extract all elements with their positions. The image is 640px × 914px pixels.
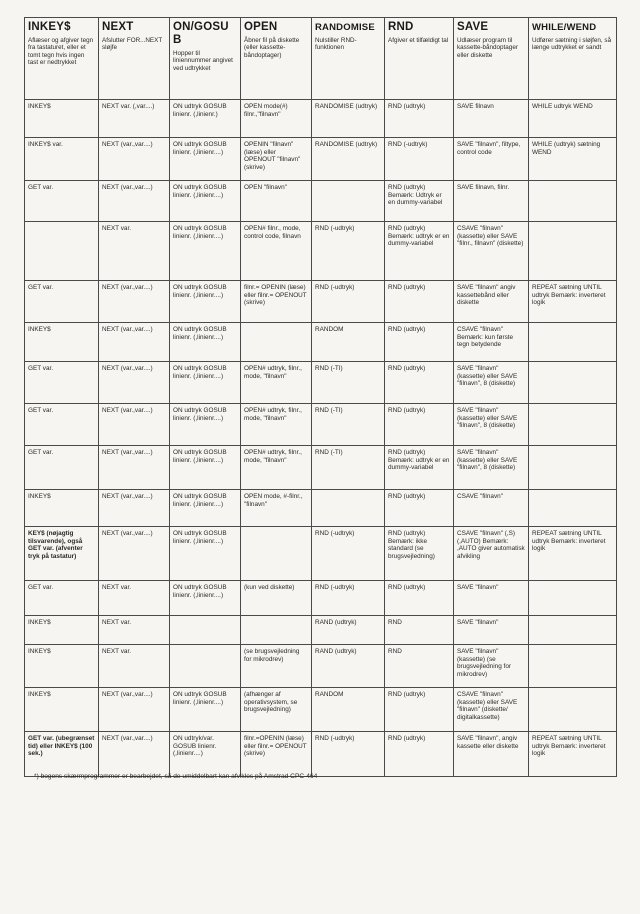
cell-text: NEXT (var.,var....)	[102, 326, 153, 333]
cell-text: SAVE filnavn, filnr.	[457, 184, 510, 191]
table-cell	[385, 362, 454, 404]
cell-text: RANDOMISE (udtryk)	[315, 141, 378, 148]
header-desc: Hopper til liniennummer angivet ved udtrykket	[173, 50, 233, 72]
cell-text: OPEN# udtryk, filnr., mode, "filnavn"	[244, 365, 302, 380]
table-row	[25, 732, 617, 777]
cell-text: NEXT var.	[102, 584, 132, 591]
table-cell	[25, 138, 99, 181]
table-cell	[170, 688, 241, 732]
table-cell	[312, 688, 385, 732]
cell-text: RANDOMISE (udtryk)	[315, 103, 378, 110]
table-cell	[312, 732, 385, 777]
cell-text: GET var.	[28, 584, 54, 591]
table-cell	[529, 732, 617, 777]
header-cell	[454, 18, 529, 100]
cell-text: ON udtryk GOSUB linienr. (,linienr....)	[173, 691, 227, 706]
table-cell	[454, 645, 529, 688]
table-row	[25, 490, 617, 527]
table-cell	[170, 222, 241, 281]
table-cell	[25, 732, 99, 777]
table-body	[25, 100, 617, 777]
table-cell	[529, 446, 617, 490]
table-cell	[241, 138, 312, 181]
cell-text: INKEY$	[28, 103, 51, 110]
cell-text: RND (udtryk)	[388, 103, 426, 110]
cell-text: ON udtryk GOSUB linienr. (,linienr.)	[173, 103, 227, 118]
cell-text: RND (-udtryk)	[315, 284, 355, 291]
table-cell	[454, 181, 529, 222]
table-cell	[170, 100, 241, 138]
table-row	[25, 527, 617, 581]
header-cell	[529, 18, 617, 100]
cell-text: RND (-udtryk)	[388, 141, 428, 148]
cell-text: ON udtryk GOSUB linienr. (,linienr....)	[173, 141, 227, 156]
table-cell	[25, 323, 99, 362]
header-name: RND	[388, 21, 414, 33]
cell-text: INKEY$	[28, 326, 51, 333]
table-cell	[312, 490, 385, 527]
table-cell	[454, 138, 529, 181]
cell-text: CSAVE "filnavn" Bemærk: kun første tegn betydende	[457, 326, 514, 349]
header-row	[25, 18, 617, 100]
table-cell	[529, 527, 617, 581]
table-cell	[385, 404, 454, 446]
table-cell	[241, 527, 312, 581]
cell-text: RND	[388, 648, 402, 655]
cell-text: NEXT (var.,var....)	[102, 493, 153, 500]
cell-text: INKEY$	[28, 619, 51, 626]
table-cell	[170, 732, 241, 777]
table-cell	[312, 100, 385, 138]
header-desc: Nulstiller RND-funktionen	[315, 37, 357, 52]
cell-text: ON udtryk GOSUB linienr. (,linienr....)	[173, 407, 227, 422]
cell-text: NEXT (var.,var....)	[102, 735, 153, 742]
table-cell	[25, 581, 99, 616]
cell-text: NEXT (var.,var....)	[102, 284, 153, 291]
table-cell	[312, 645, 385, 688]
table-cell	[529, 323, 617, 362]
table-cell	[241, 404, 312, 446]
cell-text: RND (udtryk)	[388, 407, 426, 414]
cell-text: RND (udtryk)	[388, 365, 426, 372]
table-cell	[170, 138, 241, 181]
table-cell	[25, 362, 99, 404]
cell-text: ON udtryk/var. GOSUB linienr. (,linienr....)	[173, 735, 217, 758]
cell-text: NEXT (var.,var....)	[102, 691, 153, 698]
table-cell	[99, 281, 170, 323]
header-name: NEXT	[102, 21, 134, 33]
table-cell	[25, 222, 99, 281]
table-cell	[170, 181, 241, 222]
table-cell	[170, 645, 241, 688]
table-cell	[241, 616, 312, 645]
table-cell	[385, 181, 454, 222]
cell-text: SAVE filnavn	[457, 103, 494, 110]
cell-text: NEXT (var.,var....)	[102, 449, 153, 456]
table-cell	[385, 446, 454, 490]
cell-text: RND (-udtryk)	[315, 530, 355, 537]
table-cell	[529, 281, 617, 323]
table-cell	[454, 688, 529, 732]
cell-text: NEXT var.	[102, 648, 132, 655]
table-cell	[529, 645, 617, 688]
table-cell	[241, 181, 312, 222]
cell-text: INKEY$	[28, 648, 51, 655]
table-cell	[454, 323, 529, 362]
cell-text: SAVE "filnavn" (kassette) eller SAVE "filnavn", 8 (diskette)	[457, 407, 518, 430]
table-cell	[25, 490, 99, 527]
cell-text: RAND (udtryk)	[315, 648, 357, 655]
table-cell	[312, 281, 385, 323]
cell-text: RND	[388, 619, 402, 626]
table-cell	[241, 100, 312, 138]
cell-text: (se brugsvejledning for mikrodrev)	[244, 648, 300, 663]
cell-text: OPEN# udtryk, filnr., mode, "filnavn"	[244, 407, 302, 422]
table-cell	[312, 616, 385, 645]
table-cell	[385, 688, 454, 732]
table-cell	[385, 645, 454, 688]
table-cell	[454, 222, 529, 281]
cell-text: NEXT (var.,var....)	[102, 141, 153, 148]
table-cell	[99, 100, 170, 138]
header-cell	[99, 18, 170, 100]
cell-text: KEY$ (nøjagtig tilsvarende), også GET var. (afventer tryk på tastatur)	[28, 530, 83, 560]
table-cell	[385, 527, 454, 581]
table-cell	[25, 281, 99, 323]
cell-text: ON udtryk GOSUB linienr. (,linienr....)	[173, 284, 227, 299]
cell-text: NEXT (var.,var....)	[102, 407, 153, 414]
cell-text: OPEN# filnr., mode, control code, filnavn	[244, 225, 301, 240]
cell-text: OPEN mode(#) filnr.,"filnavn"	[244, 103, 288, 118]
cell-text: filnr.=OPENIN (læse) eller filnr.= OPENOUT (skrive)	[244, 735, 307, 758]
table-cell	[241, 362, 312, 404]
header-name: RANDOMISE	[315, 22, 375, 33]
table-row	[25, 323, 617, 362]
cell-text: CSAVE "filnavn" (,S) (,AUTO) Bemærk: ,AUTO giver automatisk afvikling	[457, 530, 525, 560]
cell-text: OPEN# udtryk, filnr., mode, "filnavn"	[244, 449, 302, 464]
header-cell	[170, 18, 241, 100]
table-row	[25, 581, 617, 616]
cell-text: INKEY$	[28, 691, 51, 698]
table-cell	[529, 100, 617, 138]
table-cell	[99, 181, 170, 222]
cell-text: ON udtryk GOSUB linienr. (,linienr....)	[173, 184, 227, 199]
cell-text: ON udtryk GOSUB linienr. (,linienr....)	[173, 530, 227, 545]
cell-text: GET var. (ubegrænset tid) eller INKEY$ (100 sek.)	[28, 735, 95, 758]
table-cell	[454, 527, 529, 581]
table-cell	[312, 581, 385, 616]
table-row	[25, 362, 617, 404]
table-cell	[241, 688, 312, 732]
table-cell	[170, 404, 241, 446]
cell-text: RND (udtryk) Bemærk: udtryk er en dummy-variabel	[388, 449, 450, 472]
table-cell	[529, 222, 617, 281]
cell-text: RND (udtryk) Bemærk: ikke standard (se brugsvejledning)	[388, 530, 435, 560]
table-cell	[385, 490, 454, 527]
cell-text: NEXT (var.,var....)	[102, 530, 153, 537]
table-cell	[385, 138, 454, 181]
table-cell	[170, 281, 241, 323]
cell-text: WHILE (udtryk) sætning WEND	[532, 141, 601, 156]
cell-text: RND (-udtryk)	[315, 735, 355, 742]
cell-text: SAVE "filnavn", filtype, control code	[457, 141, 521, 156]
cell-text: NEXT var.	[102, 619, 132, 626]
table-row	[25, 688, 617, 732]
table-cell	[241, 645, 312, 688]
table-cell	[25, 100, 99, 138]
table-row	[25, 446, 617, 490]
header-desc: Åbner fil på diskette (eller kassette-båndoptager)	[244, 37, 300, 59]
cell-text: GET var.	[28, 365, 54, 372]
header-name: OPEN	[244, 21, 278, 33]
table-cell	[99, 581, 170, 616]
table-cell	[312, 138, 385, 181]
table-cell	[529, 581, 617, 616]
table-cell	[170, 616, 241, 645]
cell-text: ON udtryk GOSUB linienr. (,linienr....)	[173, 365, 227, 380]
cell-text: RND (udtryk)	[388, 284, 426, 291]
header-cell	[385, 18, 454, 100]
header-cell	[312, 18, 385, 100]
table-cell	[99, 490, 170, 527]
cell-text: REPEAT sætning UNTIL udtryk Bemærk: inverteret logik	[532, 284, 606, 307]
cell-text: GET var.	[28, 184, 54, 191]
cell-text: ON udtryk GOSUB linienr. (,linienr....)	[173, 584, 227, 599]
cell-text: ON udtryk GOSUB linienr. (,linienr....)	[173, 493, 227, 508]
table-row	[25, 138, 617, 181]
table-cell	[170, 490, 241, 527]
table-cell	[99, 616, 170, 645]
table-cell	[529, 362, 617, 404]
cell-text: SAVE "filnavn"	[457, 584, 499, 591]
table-cell	[454, 616, 529, 645]
header-desc: Afgiver et tilfældigt tal	[388, 37, 449, 44]
table-cell	[454, 446, 529, 490]
cell-text: CSAVE "filnavn"	[457, 493, 503, 500]
table-row	[25, 645, 617, 688]
table-row	[25, 616, 617, 645]
cell-text: SAVE "filnavn" (kassette) (se brugsvejledning for mikrodrev)	[457, 648, 511, 678]
table-cell	[454, 100, 529, 138]
header-name: WHILE/WEND	[532, 22, 597, 33]
cell-text: RND (-udtryk)	[315, 584, 355, 591]
cell-text: RND (udtryk) Bemærk: udtryk er en dummy-variabel	[388, 225, 450, 248]
cell-text: NEXT (var.,var....)	[102, 184, 153, 191]
table-cell	[312, 362, 385, 404]
cell-text: ON udtryk GOSUB linienr. (,linienr....)	[173, 225, 227, 240]
table-cell	[241, 281, 312, 323]
table-cell	[99, 404, 170, 446]
header-name: ON/GOSUB	[173, 21, 229, 46]
header-cell	[25, 18, 99, 100]
table-cell	[170, 323, 241, 362]
table-row	[25, 181, 617, 222]
table-cell	[312, 527, 385, 581]
header-desc: Udlæser program til kassette-båndoptager eller diskette	[457, 37, 518, 59]
table-cell	[454, 404, 529, 446]
table-cell	[385, 100, 454, 138]
table-cell	[312, 222, 385, 281]
cell-text: RND (udtryk)	[388, 493, 426, 500]
cell-text: RND (-TI)	[315, 407, 343, 414]
cell-text: SAVE "filnavn"	[457, 619, 499, 626]
cell-text: OPENIN "filnavn" (læse) eller OPENOUT "filnavn" (skrive)	[244, 141, 301, 171]
table-cell	[25, 446, 99, 490]
table-cell	[385, 281, 454, 323]
table-cell	[312, 323, 385, 362]
table-row	[25, 404, 617, 446]
cell-text: NEXT var. (,var....)	[102, 103, 155, 110]
table-cell	[241, 732, 312, 777]
cell-text: OPEN "filnavn"	[244, 184, 287, 191]
table-cell	[312, 181, 385, 222]
table-cell	[385, 222, 454, 281]
table-cell	[312, 446, 385, 490]
cell-text: REPEAT sætning UNTIL udtryk Bemærk: inverteret logik	[532, 530, 606, 553]
cell-text: ON udtryk GOSUB linienr. (,linienr....)	[173, 449, 227, 464]
table-cell	[99, 323, 170, 362]
table-cell	[385, 732, 454, 777]
table-cell	[99, 688, 170, 732]
table-cell	[99, 222, 170, 281]
table-cell	[99, 645, 170, 688]
cell-text: RANDOM	[315, 326, 344, 333]
header-name: INKEY$	[28, 21, 71, 33]
table-cell	[529, 616, 617, 645]
cell-text: NEXT (var.,var....)	[102, 365, 153, 372]
cell-text: GET var.	[28, 407, 54, 414]
table-cell	[99, 138, 170, 181]
cell-text: RAND (udtryk)	[315, 619, 357, 626]
cell-text: GET var.	[28, 449, 54, 456]
cell-text: ON udtryk GOSUB linienr. (,linienr....)	[173, 326, 227, 341]
table-cell	[170, 581, 241, 616]
cell-text: NEXT var.	[102, 225, 132, 232]
cell-text: RND (udtryk)	[388, 584, 426, 591]
table-cell	[170, 362, 241, 404]
table-cell	[99, 362, 170, 404]
cell-text: WHILE udtryk WEND	[532, 103, 593, 110]
table-cell	[25, 645, 99, 688]
table-cell	[454, 490, 529, 527]
table-cell	[312, 404, 385, 446]
cell-text: CSAVE "filnavn" (kassette) eller SAVE "filnr., filnavn" (diskette)	[457, 225, 524, 248]
cell-text: CSAVE "filnavn" (kassette) eller SAVE "filnavn" (diskette/ digitalkassette)	[457, 691, 518, 721]
cell-text: RND (-TI)	[315, 365, 343, 372]
cell-text: GET var.	[28, 284, 54, 291]
cell-text: RND (-udtryk)	[315, 225, 355, 232]
cell-text: SAVE "filnavn" (kassette) eller SAVE "filnavn", 8 (diskette)	[457, 449, 518, 472]
table-cell	[99, 527, 170, 581]
table-cell	[25, 616, 99, 645]
table-cell	[241, 581, 312, 616]
table-cell	[454, 732, 529, 777]
header-desc: Aflæser og afgiver tegn fra tastaturet, eller et tomt tegn hvis ingen tast er nedtrykket	[28, 37, 94, 67]
table-cell	[454, 281, 529, 323]
header-desc: Afslutter FOR...NEXT sløjfe	[102, 37, 163, 52]
cell-text: RND (udtryk)	[388, 326, 426, 333]
table-cell	[25, 688, 99, 732]
cell-text: SAVE "filnavn" angiv kassettebånd eller diskette	[457, 284, 516, 307]
header-name: SAVE	[457, 21, 489, 33]
table-cell	[25, 527, 99, 581]
table-cell	[385, 581, 454, 616]
table-cell	[454, 581, 529, 616]
basic-command-table	[24, 17, 617, 777]
cell-text: RANDOM	[315, 691, 344, 698]
cell-text: (afhænger af operativsystem, se brugsvejledning)	[244, 691, 298, 714]
table-cell	[241, 490, 312, 527]
header-cell	[241, 18, 312, 100]
table-row	[25, 281, 617, 323]
cell-text: INKEY$ var.	[28, 141, 63, 148]
cell-text: REPEAT sætning UNTIL udtryk Bemærk: inverteret logik	[532, 735, 606, 758]
table-cell	[241, 446, 312, 490]
table-cell	[529, 688, 617, 732]
cell-text: INKEY$	[28, 493, 51, 500]
cell-text: RND (udtryk) Bemærk: Udtryk er en dummy-variabel	[388, 184, 443, 207]
table-cell	[385, 616, 454, 645]
table-cell	[454, 362, 529, 404]
table-cell	[25, 404, 99, 446]
cell-text: (kun ved diskette)	[244, 584, 295, 591]
table-cell	[241, 323, 312, 362]
table-cell	[241, 222, 312, 281]
table-cell	[99, 732, 170, 777]
table-row	[25, 222, 617, 281]
table-cell	[99, 446, 170, 490]
table-cell	[529, 490, 617, 527]
cell-text: RND (udtryk)	[388, 735, 426, 742]
footnote: *) bogens skærmprogrammer er bearbejdet, så de umiddelbart kan afvikles på Amstrad CPC-464	[34, 773, 318, 780]
table-cell	[25, 181, 99, 222]
cell-text: SAVE "filnavn" (kassette) eller SAVE "filnavn", 8 (diskette)	[457, 365, 518, 388]
table-row	[25, 100, 617, 138]
table-cell	[529, 181, 617, 222]
cell-text: RND (-TI)	[315, 449, 343, 456]
table-cell	[529, 404, 617, 446]
cell-text: filnr.= OPENIN (læse) eller filnr.= OPENOUT (skrive)	[244, 284, 307, 307]
table-cell	[385, 323, 454, 362]
table-cell	[529, 138, 617, 181]
table-cell	[170, 446, 241, 490]
table-cell	[170, 527, 241, 581]
cell-text: RND (udtryk)	[388, 691, 426, 698]
cell-text: OPEN mode, #-filnr., "filnavn"	[244, 493, 303, 508]
cell-text: SAVE "filnavn", angiv kassette eller diskette	[457, 735, 519, 750]
header-desc: Udfører sætning i sløjfen, så længe udtrykket er sandt	[532, 37, 612, 52]
